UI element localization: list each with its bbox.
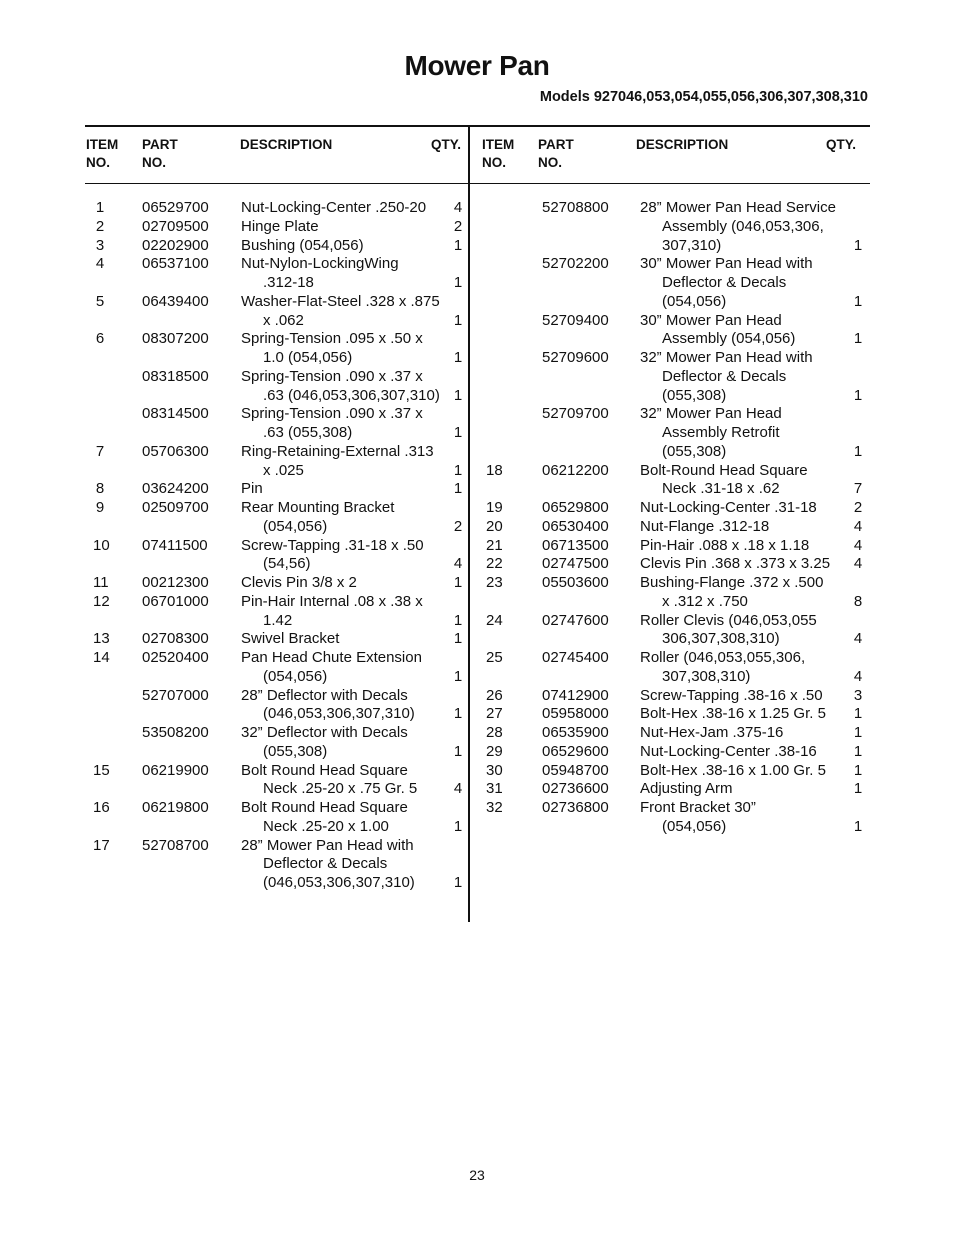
header-qty-right: QTY. bbox=[826, 137, 857, 152]
part-description bbox=[640, 780, 866, 799]
parts-table-row bbox=[86, 218, 466, 237]
quantity: 4 bbox=[453, 780, 463, 798]
quantity: 4 bbox=[853, 536, 863, 554]
parts-table-row bbox=[486, 462, 866, 500]
part-number: 52709400 bbox=[542, 311, 609, 329]
header-part-line2: NO. bbox=[142, 155, 167, 170]
part-number: 02747500 bbox=[542, 555, 609, 573]
quantity: 7 bbox=[853, 480, 863, 498]
part-number: 07412900 bbox=[542, 686, 609, 704]
part-number: 03624200 bbox=[142, 480, 209, 498]
item-number: 9 bbox=[95, 499, 105, 516]
quantity: 1 bbox=[453, 705, 463, 723]
item-number: 12 bbox=[93, 592, 110, 610]
table-top-rule bbox=[85, 125, 870, 127]
item-number: 20 bbox=[486, 517, 503, 535]
part-description bbox=[241, 330, 466, 368]
description-line: .63 (055,308) bbox=[263, 424, 353, 441]
item-number: 10 bbox=[93, 536, 110, 554]
header-description-left: DESCRIPTION bbox=[240, 137, 333, 152]
quantity: 1 bbox=[453, 349, 463, 366]
quantity: 1 bbox=[453, 274, 463, 291]
part-description bbox=[241, 762, 466, 800]
item-number: 15 bbox=[93, 761, 110, 779]
parts-table-row bbox=[486, 724, 866, 743]
part-number: 52709700 bbox=[542, 405, 609, 423]
quantity: 1 bbox=[453, 630, 463, 648]
item-number: 3 bbox=[95, 236, 105, 254]
item-number: 26 bbox=[486, 686, 503, 704]
parts-table-row bbox=[486, 518, 866, 537]
parts-table-row bbox=[486, 799, 866, 837]
description-line: Roller (046,053,055,306, bbox=[640, 649, 806, 666]
description-line: Nut-Locking-Center .31-18 bbox=[640, 499, 817, 516]
part-number: 08307200 bbox=[142, 330, 209, 348]
part-number: 52707000 bbox=[142, 686, 209, 704]
parts-table-row bbox=[486, 349, 866, 405]
part-number: 52702200 bbox=[542, 255, 609, 273]
parts-table-row bbox=[486, 537, 866, 556]
part-description bbox=[241, 293, 466, 331]
part-number: 06701000 bbox=[142, 592, 209, 610]
description-line: 30” Mower Pan Head with bbox=[640, 255, 813, 273]
quantity: 4 bbox=[853, 630, 863, 648]
description-line: Washer-Flat-Steel .328 x .875 bbox=[241, 292, 440, 310]
part-description bbox=[640, 537, 866, 556]
quantity: 1 bbox=[453, 386, 463, 404]
part-description bbox=[241, 255, 466, 293]
part-number: 06713500 bbox=[542, 536, 609, 554]
part-number: 05948700 bbox=[542, 761, 609, 779]
description-line: Spring-Tension .090 x .37 x bbox=[241, 367, 423, 385]
part-number: 06529700 bbox=[142, 199, 209, 216]
parts-list-right bbox=[486, 199, 866, 837]
description-line: Screw-Tapping .38-16 x .50 bbox=[640, 686, 823, 704]
description-line: Pin-Hair .088 x .18 x 1.18 bbox=[640, 536, 810, 554]
part-number: 52708800 bbox=[542, 199, 609, 216]
part-number: 05706300 bbox=[142, 442, 209, 460]
description-line: Nut-Hex-Jam .375-16 bbox=[640, 724, 784, 741]
item-number: 19 bbox=[486, 499, 503, 516]
description-line: Screw-Tapping .31-18 x .50 bbox=[241, 536, 424, 554]
description-line: (054,056) bbox=[662, 817, 727, 835]
item-number: 6 bbox=[95, 330, 105, 348]
description-line: Deflector & Decals bbox=[662, 367, 787, 385]
parts-table-row bbox=[486, 780, 866, 799]
quantity: 1 bbox=[453, 236, 463, 254]
part-number: 00212300 bbox=[142, 574, 209, 591]
header-part-no-right bbox=[538, 136, 574, 172]
parts-table-row bbox=[86, 293, 466, 331]
description-line: 28” Mower Pan Head Service bbox=[640, 199, 836, 216]
description-line: x .025 bbox=[263, 461, 304, 479]
part-description bbox=[241, 630, 466, 649]
description-line: 28” Deflector with Decals bbox=[241, 686, 408, 704]
parts-table-row bbox=[486, 499, 866, 518]
quantity: 2 bbox=[453, 217, 463, 235]
description-line: Neck .25-20 x 1.00 bbox=[263, 817, 389, 835]
quantity: 1 bbox=[453, 480, 463, 498]
description-line: Rear Mounting Bracket bbox=[241, 499, 395, 516]
part-description bbox=[640, 612, 866, 650]
part-description bbox=[241, 443, 466, 481]
header-item-line1: ITEM bbox=[86, 137, 119, 152]
description-line: .63 (046,053,306,307,310) bbox=[263, 386, 440, 404]
item-number: 30 bbox=[486, 761, 503, 779]
part-description bbox=[640, 762, 866, 781]
part-description bbox=[640, 499, 866, 518]
description-line: Pan Head Chute Extension bbox=[241, 649, 422, 666]
part-description bbox=[241, 237, 466, 256]
part-number: 08318500 bbox=[142, 367, 209, 385]
description-line: Bolt-Round Head Square bbox=[640, 461, 808, 479]
item-number: 31 bbox=[486, 780, 503, 798]
description-line: Bolt-Hex .38-16 x 1.25 Gr. 5 bbox=[640, 705, 826, 723]
item-number: 14 bbox=[93, 649, 110, 666]
part-description bbox=[640, 199, 866, 255]
parts-table-row bbox=[86, 649, 466, 687]
description-line: Bolt Round Head Square bbox=[241, 761, 408, 779]
description-line: 307,308,310) bbox=[662, 667, 751, 685]
quantity: 1 bbox=[853, 761, 863, 779]
part-description bbox=[640, 555, 866, 574]
parts-table-row bbox=[86, 799, 466, 837]
quantity: 1 bbox=[853, 236, 863, 254]
item-number: 25 bbox=[486, 649, 503, 666]
parts-table-row bbox=[86, 762, 466, 800]
description-line: (055,308) bbox=[662, 442, 727, 460]
page-title: Mower Pan bbox=[404, 50, 550, 81]
description-line: Roller Clevis (046,053,055 bbox=[640, 611, 817, 629]
description-line: Pin bbox=[241, 480, 263, 498]
part-description bbox=[241, 724, 466, 762]
item-number: 32 bbox=[486, 799, 503, 816]
part-description bbox=[241, 480, 466, 499]
item-number: 24 bbox=[486, 611, 503, 629]
description-line: Pin-Hair Internal .08 x .38 x bbox=[241, 592, 423, 610]
header-part-line1: PART bbox=[142, 137, 178, 152]
parts-table-row bbox=[86, 687, 466, 725]
parts-table-row bbox=[86, 255, 466, 293]
header-item-line2: NO. bbox=[482, 155, 507, 170]
description-line: (046,053,306,307,310) bbox=[263, 874, 415, 891]
description-line: Adjusting Arm bbox=[640, 780, 733, 798]
quantity: 1 bbox=[453, 667, 463, 685]
parts-table-row bbox=[486, 612, 866, 650]
part-description bbox=[640, 255, 866, 311]
part-description bbox=[241, 799, 466, 837]
part-number: 02509700 bbox=[142, 499, 209, 516]
item-number: 27 bbox=[486, 705, 503, 723]
description-line: 32” Deflector with Decals bbox=[241, 724, 408, 741]
description-line: (054,056) bbox=[662, 292, 727, 310]
item-number: 5 bbox=[95, 292, 105, 310]
part-number: 06212200 bbox=[542, 461, 609, 479]
parts-table-row bbox=[86, 537, 466, 575]
part-description bbox=[241, 837, 466, 893]
quantity: 1 bbox=[453, 461, 463, 479]
part-description bbox=[241, 368, 466, 406]
parts-list-left bbox=[86, 199, 466, 893]
header-item-no-right bbox=[482, 136, 514, 172]
item-number: 29 bbox=[486, 742, 503, 760]
parts-table-row bbox=[86, 405, 466, 443]
description-line: 1.42 bbox=[263, 611, 293, 629]
part-description bbox=[640, 462, 866, 500]
quantity: 1 bbox=[853, 742, 863, 760]
parts-table-row bbox=[486, 199, 866, 255]
part-description bbox=[640, 687, 866, 706]
description-line: Bushing-Flange .372 x .500 bbox=[640, 574, 824, 591]
description-line: Assembly (054,056) bbox=[662, 330, 796, 348]
parts-table-row bbox=[486, 743, 866, 762]
description-line: Nut-Locking-Center .250-20 bbox=[241, 199, 427, 216]
quantity: 1 bbox=[853, 442, 863, 460]
description-line: Neck .31-18 x .62 bbox=[662, 480, 780, 498]
quantity: 8 bbox=[853, 592, 863, 610]
item-number: 16 bbox=[93, 799, 110, 816]
part-number: 02736600 bbox=[542, 780, 609, 798]
table-header-rule bbox=[85, 183, 870, 184]
page-number: 23 bbox=[469, 1167, 485, 1183]
part-number: 07411500 bbox=[142, 536, 208, 554]
parts-table-row bbox=[486, 687, 866, 706]
parts-table-row bbox=[86, 630, 466, 649]
item-number: 4 bbox=[95, 255, 105, 273]
quantity: 3 bbox=[853, 686, 863, 704]
description-line: (054,056) bbox=[263, 517, 328, 535]
quantity: 2 bbox=[453, 517, 463, 535]
description-line: Bolt Round Head Square bbox=[241, 799, 408, 816]
part-description bbox=[241, 593, 466, 631]
parts-table-row bbox=[86, 480, 466, 499]
header-part-no-left bbox=[142, 136, 178, 172]
quantity: 1 bbox=[453, 742, 463, 760]
parts-table-row bbox=[486, 705, 866, 724]
quantity: 4 bbox=[853, 517, 863, 535]
header-item-no-left bbox=[86, 136, 118, 172]
parts-table-row bbox=[486, 312, 866, 350]
parts-table-row bbox=[486, 762, 866, 781]
description-line: (055,308) bbox=[662, 386, 727, 404]
part-number: 06537100 bbox=[142, 255, 209, 273]
part-number: 05503600 bbox=[542, 574, 609, 591]
part-number: 02708300 bbox=[142, 630, 209, 648]
parts-table-row bbox=[86, 593, 466, 631]
description-line: Clevis Pin .368 x .373 x 3.25 bbox=[640, 555, 831, 573]
quantity: 1 bbox=[853, 780, 863, 798]
quantity: 4 bbox=[453, 199, 463, 216]
quantity: 1 bbox=[853, 705, 863, 723]
header-description-right: DESCRIPTION bbox=[636, 137, 729, 152]
description-line: Assembly Retrofit bbox=[662, 424, 780, 441]
part-number: 06529600 bbox=[542, 742, 609, 760]
description-line: (054,056) bbox=[263, 667, 328, 685]
parts-table-row bbox=[86, 199, 466, 218]
quantity: 1 bbox=[453, 611, 463, 629]
description-line: 306,307,308,310) bbox=[662, 630, 780, 648]
item-number: 7 bbox=[95, 442, 105, 460]
part-number: 02202900 bbox=[142, 236, 209, 254]
part-number: 52708700 bbox=[142, 836, 209, 854]
part-description bbox=[241, 499, 466, 537]
description-line: Spring-Tension .095 x .50 x bbox=[241, 330, 423, 348]
models-subtitle: Models 927046,053,054,055,056,306,307,308,310 bbox=[539, 89, 868, 105]
part-number: 06530400 bbox=[542, 517, 609, 535]
description-line: 30” Mower Pan Head bbox=[640, 311, 782, 329]
parts-table-row bbox=[86, 237, 466, 256]
parts-table-row bbox=[86, 574, 466, 593]
quantity: 1 bbox=[853, 386, 863, 404]
quantity: 1 bbox=[453, 874, 463, 891]
part-description bbox=[241, 405, 466, 443]
description-line: (54,56) bbox=[263, 555, 311, 573]
header-item-line2: NO. bbox=[86, 155, 111, 170]
description-line: Swivel Bracket bbox=[241, 630, 340, 648]
quantity: 1 bbox=[453, 817, 463, 835]
part-number: 02520400 bbox=[142, 649, 209, 666]
part-description bbox=[640, 649, 866, 687]
part-description bbox=[241, 537, 466, 575]
item-number: 13 bbox=[93, 630, 110, 648]
item-number: 21 bbox=[486, 536, 503, 554]
description-line: Bolt-Hex .38-16 x 1.00 Gr. 5 bbox=[640, 761, 826, 779]
part-number: 06535900 bbox=[542, 724, 609, 741]
description-line: Front Bracket 30” bbox=[640, 799, 756, 816]
part-description bbox=[241, 687, 466, 725]
part-description bbox=[640, 349, 866, 405]
quantity: 1 bbox=[453, 574, 463, 591]
part-number: 02745400 bbox=[542, 649, 609, 666]
description-line: Neck .25-20 x .75 Gr. 5 bbox=[263, 780, 418, 798]
part-description bbox=[640, 312, 866, 350]
description-line: Nut-Nylon-LockingWing bbox=[241, 255, 399, 273]
description-line: Deflector & Decals bbox=[263, 855, 388, 873]
part-number: 05958000 bbox=[542, 705, 609, 723]
part-number: 02747600 bbox=[542, 611, 609, 629]
column-divider bbox=[468, 126, 470, 922]
item-number: 1 bbox=[95, 199, 105, 216]
quantity: 4 bbox=[453, 555, 463, 573]
parts-table-row bbox=[486, 649, 866, 687]
item-number: 17 bbox=[93, 836, 110, 854]
part-description bbox=[241, 199, 466, 218]
parts-table-row bbox=[86, 330, 466, 368]
parts-table-row bbox=[486, 255, 866, 311]
part-description bbox=[640, 574, 866, 612]
quantity: 1 bbox=[853, 724, 863, 741]
parts-table-row bbox=[486, 574, 866, 612]
part-description bbox=[640, 405, 866, 461]
parts-table-row bbox=[486, 555, 866, 574]
description-line: Ring-Retaining-External .313 bbox=[241, 442, 434, 460]
description-line: x .312 x .750 bbox=[662, 592, 748, 610]
description-line: Bushing (054,056) bbox=[241, 236, 364, 254]
description-line: Hinge Plate bbox=[241, 217, 319, 235]
description-line: Nut-Flange .312-18 bbox=[640, 517, 770, 535]
part-number: 06529800 bbox=[542, 499, 609, 516]
parts-table-row bbox=[86, 499, 466, 537]
part-description bbox=[640, 705, 866, 724]
quantity: 1 bbox=[853, 292, 863, 310]
header-part-line1: PART bbox=[538, 137, 574, 152]
description-line: 32” Mower Pan Head bbox=[640, 405, 782, 423]
item-number: 18 bbox=[486, 461, 503, 479]
header-item-line1: ITEM bbox=[482, 137, 515, 152]
item-number: 8 bbox=[95, 480, 105, 498]
parts-table-row bbox=[86, 724, 466, 762]
description-line: (055,308) bbox=[263, 742, 328, 760]
header-part-line2: NO. bbox=[538, 155, 563, 170]
part-number: 02709500 bbox=[142, 217, 209, 235]
description-line: Nut-Locking-Center .38-16 bbox=[640, 742, 817, 760]
part-description bbox=[640, 799, 866, 837]
item-number: 22 bbox=[486, 555, 503, 573]
part-number: 06439400 bbox=[142, 292, 209, 310]
description-line: 1.0 (054,056) bbox=[263, 349, 353, 366]
quantity: 1 bbox=[453, 424, 463, 441]
part-number: 52709600 bbox=[542, 349, 609, 366]
description-line: 307,310) bbox=[662, 236, 722, 254]
description-line: x .062 bbox=[263, 311, 304, 329]
parts-table-row bbox=[486, 405, 866, 461]
part-number: 53508200 bbox=[142, 724, 209, 741]
part-number: 06219900 bbox=[142, 761, 209, 779]
part-description bbox=[241, 574, 466, 593]
description-line: (046,053,306,307,310) bbox=[263, 705, 415, 723]
parts-table-row bbox=[86, 837, 466, 893]
quantity: 4 bbox=[853, 667, 863, 685]
part-description bbox=[241, 649, 466, 687]
description-line: Clevis Pin 3/8 x 2 bbox=[241, 574, 357, 591]
part-description bbox=[640, 518, 866, 537]
part-number: 02736800 bbox=[542, 799, 609, 816]
part-number: 06219800 bbox=[142, 799, 209, 816]
item-number: 11 bbox=[93, 574, 109, 591]
quantity: 1 bbox=[853, 817, 863, 835]
description-line: .312-18 bbox=[263, 274, 314, 291]
parts-table-row bbox=[86, 368, 466, 406]
item-number: 28 bbox=[486, 724, 503, 741]
description-line: 32” Mower Pan Head with bbox=[640, 349, 813, 366]
quantity: 1 bbox=[453, 311, 463, 329]
quantity: 4 bbox=[853, 555, 863, 573]
description-line: Spring-Tension .090 x .37 x bbox=[241, 405, 423, 423]
part-number: 08314500 bbox=[142, 405, 209, 423]
item-number: 23 bbox=[486, 574, 503, 591]
item-number: 2 bbox=[95, 217, 105, 235]
quantity: 2 bbox=[853, 499, 863, 516]
description-line: Deflector & Decals bbox=[662, 274, 787, 291]
part-description bbox=[640, 743, 866, 762]
header-qty-left: QTY. bbox=[431, 137, 462, 152]
part-description bbox=[241, 218, 466, 237]
part-description bbox=[640, 724, 866, 743]
description-line: 28” Mower Pan Head with bbox=[241, 836, 414, 854]
parts-table-row bbox=[86, 443, 466, 481]
quantity: 1 bbox=[853, 330, 863, 348]
description-line: Assembly (046,053,306, bbox=[662, 217, 824, 235]
